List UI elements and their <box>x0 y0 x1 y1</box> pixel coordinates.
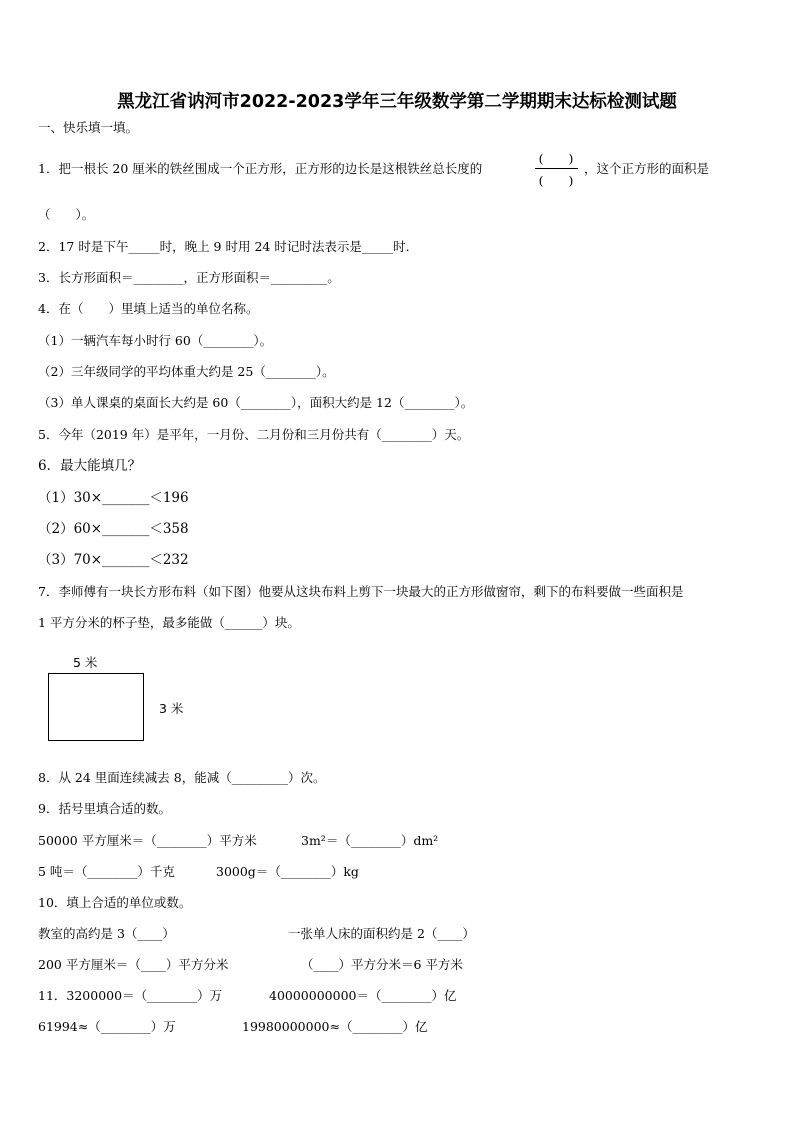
question-4-item-1: （1）一辆汽车每小时行 60（________）。 <box>38 333 273 348</box>
rectangle-top-label: 5 米 <box>73 655 98 670</box>
question-11-row1-left: 11．3200000＝（________）万 <box>38 988 223 1003</box>
question-10-row1-left: 教室的高约是 3（____） <box>38 926 175 941</box>
fraction-denominator-blank: ( ) <box>538 173 574 188</box>
section-heading: 一、快乐填一填。 <box>38 120 139 135</box>
question-8: 8．从 24 里面连续减去 8，能减（_________）次。 <box>38 770 326 785</box>
rectangle-side-label: 3 米 <box>159 701 184 716</box>
question-11-row1-right: 40000000000＝（________）亿 <box>269 988 457 1003</box>
question-10-stem: 10．填上合适的单位或数。 <box>38 895 192 910</box>
question-1-text-after: ，这个正方形的面积是 <box>584 161 710 176</box>
question-6-item-2: （2）60×_______＜358 <box>38 521 189 537</box>
question-7-line1: 7．李师傅有一块长方形布料（如下图）他要从这块布料上剪下一块最大的正方形做窗帘，剩下的布料要做一些面积是 <box>38 584 684 599</box>
question-9-row2-left: 5 吨＝（________）千克 <box>38 864 175 879</box>
question-7-line2: 1 平方分米的杯子垫，最多能做（______）块。 <box>38 615 300 630</box>
question-11-row2-left: 61994≈（________）万 <box>38 1019 176 1034</box>
question-6-item-3: （3）70×_______＜232 <box>38 552 189 568</box>
question-4-item-2: （2）三年级同学的平均体重大约是 25（________）。 <box>38 364 335 379</box>
question-6-stem: 6．最大能填几？ <box>38 458 142 474</box>
question-11-row2-right: 19980000000≈（________）亿 <box>242 1019 428 1034</box>
fraction-numerator-blank: ( ) <box>538 151 574 166</box>
question-9-row2-right: 3000g＝（________）kg <box>216 864 359 879</box>
question-1-line2: （ ）。 <box>38 207 95 222</box>
fraction-bar <box>535 168 578 169</box>
question-2: 2．17 时是下午_____时，晚上 9 时用 24 时记时法表示是_____时． <box>38 239 419 254</box>
page-title: 黑龙江省讷河市2022-2023学年三年级数学第二学期期末达标检测试题 <box>117 92 677 112</box>
question-9-row1-left: 50000 平方厘米＝（________）平方米 <box>38 833 257 848</box>
question-3: 3．长方形面积＝________，正方形面积＝_________。 <box>38 270 340 285</box>
question-10-row1-right: 一张单人床的面积约是 2（____） <box>288 926 475 941</box>
question-4-item-3: （3）单人课桌的桌面长大约是 60（________），面积大约是 12（________）。 <box>38 395 474 410</box>
cloth-rectangle <box>48 673 144 741</box>
question-10-row2-left: 200 平方厘米＝（____）平方分米 <box>38 957 229 972</box>
question-5: 5．今年（2019 年）是平年，一月份、二月份和三月份共有（________）天。 <box>38 427 470 442</box>
question-10-row2-right: （____）平方分米＝6 平方米 <box>301 957 463 972</box>
question-9-stem: 9．括号里填合适的数。 <box>38 801 171 816</box>
question-1-text: 1．把一根长 20 厘米的铁丝围成一个正方形，正方形的边长是这根铁丝总长度的 <box>38 161 483 176</box>
question-6-item-1: （1）30×_______＜196 <box>38 490 189 506</box>
question-1-fraction <box>532 149 582 189</box>
question-4-stem: 4．在（ ）里填上适当的单位名称。 <box>38 301 259 316</box>
question-9-row1-right: 3m²＝（________）dm² <box>301 833 439 848</box>
